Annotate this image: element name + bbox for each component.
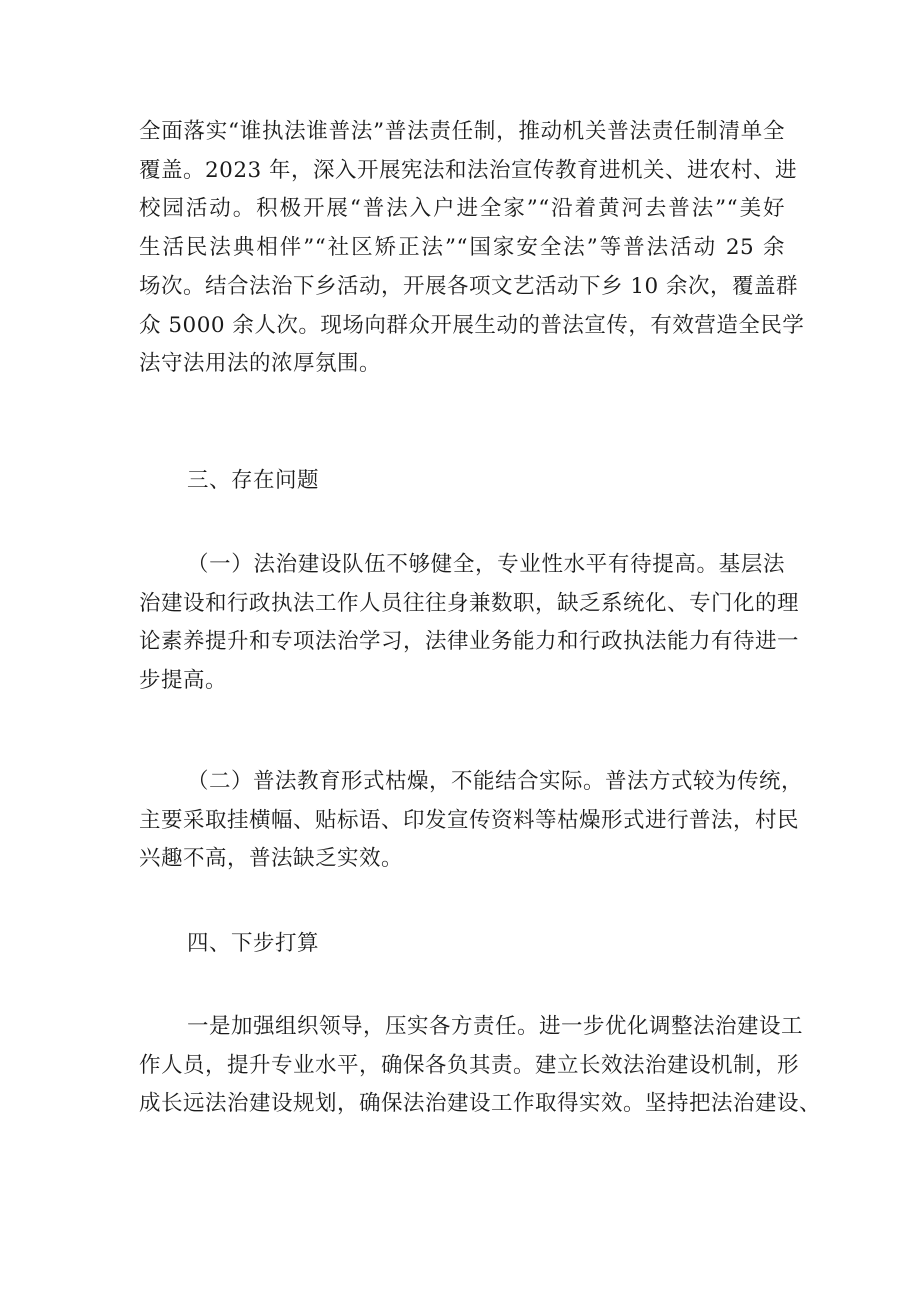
paragraph-plan-one — [139, 1008, 822, 1124]
paragraph-problem-two — [139, 763, 804, 879]
paragraph-line: 校园活动。积极开展“普法入户进全家”“沿着黄河去普法”“美好 — [139, 196, 785, 222]
paragraph-line: 场次。结合法治下乡活动，开展各项文艺活动下乡 10 余次，覆盖群 — [139, 273, 799, 299]
section-heading-next-steps: 四、下步打算 — [187, 931, 320, 956]
paragraph-line: （二）普法教育形式枯燥，不能结合实际。普法方式较为传统， — [187, 769, 804, 794]
paragraph-line: 作人员，提升专业水平，确保各负其责。建立长效法治建设机制，形 — [139, 1052, 800, 1078]
section-heading-existing-problems: 三、存在问题 — [187, 468, 320, 493]
paragraph-problem-one — [139, 546, 800, 701]
paragraph-line: （一）法治建设队伍不够健全，专业性水平有待提高。基层法 — [187, 552, 785, 577]
paragraph-line: 治建设和行政执法工作人员往往身兼数职，缺乏系统化、专门化的理 — [139, 590, 800, 616]
paragraph-line: 兴趣不高，普法缺乏实效。 — [139, 846, 404, 872]
paragraph-line: 众 5000 余人次。现场向群众开展生动的普法宣传，有效营造全民学 — [139, 312, 805, 338]
paragraph-line: 步提高。 — [139, 668, 228, 694]
paragraph-line: 一是加强组织领导，压实各方责任。进一步优化调整法治建设工 — [187, 1014, 804, 1039]
paragraph-publicity-activities — [139, 113, 805, 384]
paragraph-line: 论素养提升和专项法治学习，法律业务能力和行政执法能力有待进一 — [139, 629, 800, 655]
paragraph-line: 覆盖。2023 年，深入开展宪法和法治宣传教育进机关、进农村、进 — [139, 157, 798, 183]
paragraph-line: 生活民法典相伴”“社区矫正法”“国家安全法”等普法活动 25 余 — [139, 235, 785, 261]
paragraph-line: 成长远法治建设规划，确保法治建设工作取得实效。坚持把法治建设、 — [139, 1091, 822, 1117]
paragraph-line: 全面落实“谁执法谁普法”普法责任制，推动机关普法责任制清单全 — [139, 119, 785, 144]
paragraph-line: 主要采取挂横幅、贴标语、印发宣传资料等枯燥形式进行普法，村民 — [139, 807, 800, 833]
paragraph-line: 法守法用法的浓厚氛围。 — [139, 351, 382, 377]
